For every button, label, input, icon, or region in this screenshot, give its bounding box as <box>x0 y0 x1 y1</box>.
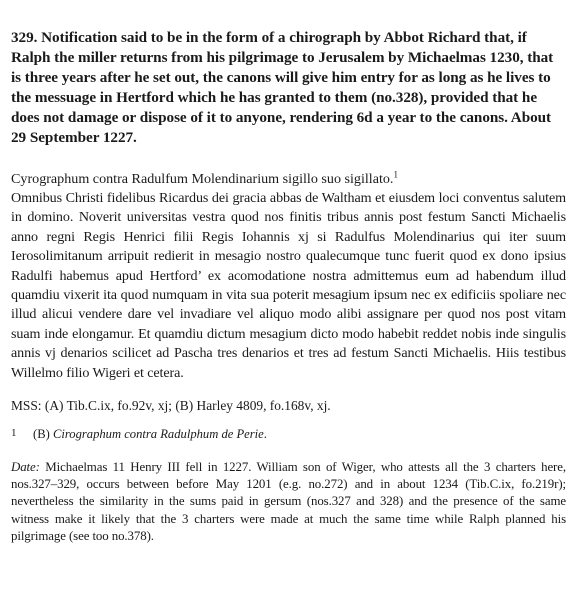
manuscripts-line: MSS: (A) Tib.C.ix, fo.92v, xj; (B) Harley 4809, fo.168v, xj. <box>11 398 331 414</box>
footnote-end: . <box>263 427 267 442</box>
entry-heading: 329. Notification said to be in the form of a chirograph by Abbot Richard that, if Ralph the miller returns from his pilgrimage to Jerusalem by Michaelmas 1230, that is three years after he set out, the canons will give him entry for as long as he lives to the messuage in Hertford which he has granted to them (no.328), provided that he does not damage or dispose of it to anyone, rendering 6d a year to the canons. About 29 September 1227. <box>11 29 554 146</box>
footnote-ref: 1 <box>393 169 398 180</box>
caption-text: Cyrographum contra Radulfum Molendinarium sigillo suo sigillato. <box>11 171 394 187</box>
footnote-ms: (B) <box>33 427 50 442</box>
footnote <box>11 425 566 443</box>
footnote-number: 1 <box>11 427 17 440</box>
date-label: Date: <box>11 460 40 475</box>
charter-caption <box>11 170 566 189</box>
date-note <box>11 459 566 545</box>
date-text: Michaelmas 11 Henry III fell in 1227. William son of Wiger, who attests all the 3 charters here, nos.327–329, occurs between before May 1201 (e.g. no.272) and in about 1234 (Tib.C.ix, fo.219r); nevertheless the similarity in the sums paid in gersum (nos.327 and 328) and the presence of the same witness make it likely that the 3 charters were made at much the same time while Ralph planned his pilgrimage (see too no.378). <box>11 460 566 543</box>
charter-text: Omnibus Christi fidelibus Ricardus dei gracia abbas de Waltham et eiusdem loci conventus salutem in domino. Noverit universitas vestra quod nos finitis tribus annis post festum Sancti Michaelis anno regni Regis Henrici filii Regis Iohannis xj si Radulfus Molendinarius qui iter suum Ierosolimitanum arripuit redierit in mesagio nostro qualecumque tunc fuerit quod ex dono ipsius Radulfi habemus apud Hertford’ ex acomodatione nostra admittemus eum ad habendum illud quamdiu vixerit ita quod numquam in vita sua poterit mesagium ipsum nec ex edificiis spoliare nec illud alicui vendere dare vel invadiare vel aliquo modo alibi assignare per quod nos post vitam suam inde elongamur. Et quamdiu dictum mesagium dicto modo habebit reddet nobis inde singulis annis vj denarios scilicet ad Pascha tres denarios et tres ad festum Sancti Michaelis. Hiis testibus Willelmo filio Wigeri et cetera. <box>11 190 566 381</box>
footnote-text: Cirographum contra Radulphum de Perie <box>52 427 264 442</box>
